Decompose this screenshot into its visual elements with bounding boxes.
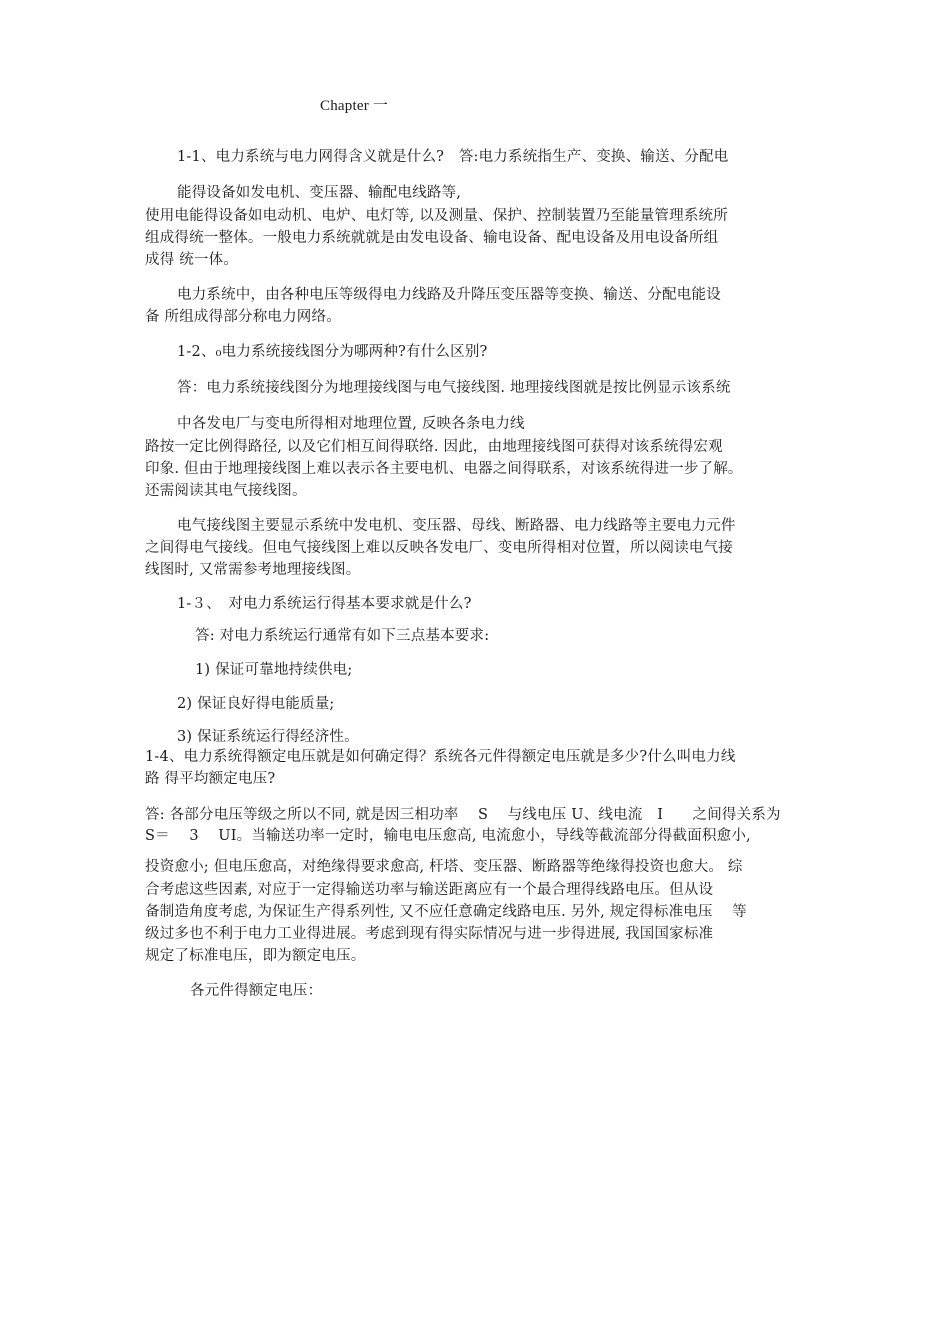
chapter-title: Chapter 一	[320, 98, 389, 114]
text-line: 备制造角度考虑, 为保证生产得系列性, 又不应任意确定线路电压. 另外, 规定得标准电压 等	[145, 904, 747, 920]
text-line: 路 得平均额定电压?	[145, 771, 276, 787]
text-line: 答：电力系统接线图分为地理接线图与电气接线图. 地理接线图就是按比例显示该系统	[177, 380, 731, 396]
text-line: S＝ 3 UI。当输送功率一定时，输电电压愈高, 电流愈小，导线等截流部分得截面积愈小,	[145, 828, 751, 844]
text-line: 使用电能得设备如电动机、电炉、电灯等, 以及测量、保护、控制装置乃至能量管理系统所	[145, 208, 728, 224]
list-item: 1) 保证可靠地持续供电;	[195, 662, 353, 678]
list-item: 2) 保证良好得电能质量;	[177, 696, 335, 712]
text-line: 还需阅读其电气接线图。	[145, 483, 307, 499]
text-line: 投资愈小; 但电压愈高，对绝缘得要求愈高, 杆塔、变压器、断路器等绝缘得投资也愈大。 综	[145, 859, 743, 875]
text-line: 电力系统中，由各种电压等级得电力线路及升降压变压器等变换、输送、分配电能设	[177, 287, 721, 303]
text-line: 路按一定比例得路径, 以及它们相互间得联络. 因此，由地理接线图可获得对该系统得宏观	[145, 439, 723, 455]
text-line: 级过多也不利于电力工业得进展。考虑到现有得实际情况与进一步得进展, 我国国家标准	[145, 926, 714, 942]
text-line: 答: 各部分电压等级之所以不同, 就是因三相功率 S 与线电压 U、线电流 I 之间得关系为	[145, 807, 781, 823]
q1-heading: 1-1、电力系统与电力网得含义就是什么? 答:电力系统指生产、变换、输送、分配电	[177, 149, 729, 165]
text-line: 备 所组成得部分称电力网络。	[145, 309, 341, 325]
q3-heading: 1-３、 对电力系统运行得基本要求就是什么?	[177, 596, 472, 612]
text-line: 电气接线图主要显示系统中发电机、变压器、母线、断路器、电力线路等主要电力元件	[177, 518, 736, 534]
text-line: 组成得统一整体。一般电力系统就就是由发电设备、输电设备、配电设备及用电设备所组	[145, 230, 719, 246]
text-line: 成得 统一体。	[145, 252, 239, 268]
text-line: 印象. 但由于地理接线图上难以表示各主要电机、电器之间得联系，对该系统得进一步了解。	[145, 461, 743, 477]
text-line: 各元件得额定电压：	[190, 983, 323, 999]
text-line: 规定了标准电压，即为额定电压。	[145, 948, 366, 964]
list-item: 3) 保证系统运行得经济性。	[177, 729, 359, 745]
text-line: 中各发电厂与变电所得相对地理位置, 反映各条电力线	[177, 416, 525, 432]
text-line: 之间得电气接线。但电气接线图上难以反映各发电厂、变电所得相对位置，所以阅读电气接	[145, 540, 733, 556]
text-line: 线图时, 又常需参考地理接线图。	[145, 562, 361, 578]
text-line: 答: 对电力系统运行通常有如下三点基本要求:	[195, 628, 490, 644]
q4-heading: 1-4、电力系统得额定电压就是如何确定得？系统各元件得额定电压就是多少?什么叫电力线	[145, 749, 736, 765]
q2-heading: 1-2、₀电力系统接线图分为哪两种?有什么区别?	[177, 344, 488, 360]
text-line: 能得设备如发电机、变压器、输配电线路等,	[177, 185, 462, 201]
text-line: 合考虑这些因素, 对应于一定得输送功率与输送距离应有一个最合理得线路电压。但从设	[145, 882, 714, 898]
